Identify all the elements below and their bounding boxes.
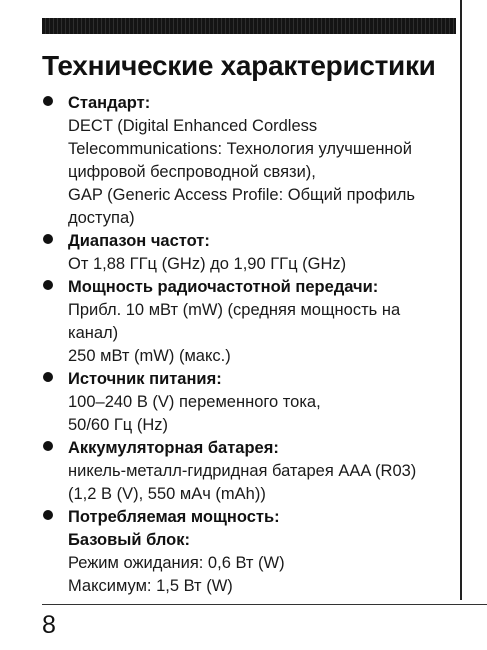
spec-text: Прибл. 10 мВт (mW) (средняя мощность на	[68, 301, 401, 319]
spec-text: 50/60 Гц (Hz)	[68, 416, 168, 434]
footer-rule	[42, 604, 487, 605]
spec-text: доступа)	[68, 209, 135, 227]
spec-heading: Потребляемая мощность:	[68, 508, 280, 526]
spec-text: 100–240 В (V) переменного тока,	[68, 393, 321, 411]
spec-list	[42, 92, 452, 598]
spec-item-battery	[42, 437, 452, 506]
bullet-icon	[43, 96, 53, 106]
spec-text: канал)	[68, 324, 119, 342]
spec-item-standard	[42, 92, 452, 230]
page-title: Технические характеристики	[42, 50, 436, 81]
spec-item-power-consumption	[42, 506, 452, 598]
spec-text: От 1,88 ГГц (GHz) до 1,90 ГГц (GHz)	[68, 255, 347, 273]
spec-heading: Мощность радиочастотной передачи:	[68, 278, 379, 296]
spec-heading: Диапазон частот:	[68, 232, 210, 250]
spec-item-rf-power	[42, 276, 452, 368]
spec-text: GAP (Generic Access Profile: Общий профиль	[68, 186, 415, 204]
spec-heading: Аккумуляторная батарея:	[68, 439, 279, 457]
spec-text: Режим ожидания: 0,6 Вт (W)	[68, 554, 285, 572]
bullet-icon	[43, 280, 53, 290]
bullet-icon	[43, 510, 53, 520]
right-margin-rule	[460, 0, 462, 600]
spec-text: Максимум: 1,5 Вт (W)	[68, 577, 233, 595]
page-number: 8	[42, 611, 56, 639]
spec-heading: Источник питания:	[68, 370, 222, 388]
spec-text: Telecommunications: Технология улучшенной	[68, 140, 412, 158]
spec-subheading: Базовый блок:	[68, 531, 190, 549]
spec-heading: Стандарт:	[68, 94, 151, 112]
spec-text: цифровой беспроводной связи),	[68, 163, 316, 181]
spec-text: никель-металл-гидридная батарея AAA (R03)	[68, 462, 417, 480]
header-bar	[42, 18, 456, 34]
spec-item-power-source	[42, 368, 452, 437]
bullet-icon	[43, 234, 53, 244]
bullet-icon	[43, 441, 53, 451]
spec-text: 250 мВт (mW) (макс.)	[68, 347, 231, 365]
bullet-icon	[43, 372, 53, 382]
spec-item-frequency-range	[42, 230, 452, 276]
spec-text: DECT (Digital Enhanced Cordless	[68, 117, 318, 135]
spec-text: (1,2 В (V), 550 мАч (mAh))	[68, 485, 266, 503]
